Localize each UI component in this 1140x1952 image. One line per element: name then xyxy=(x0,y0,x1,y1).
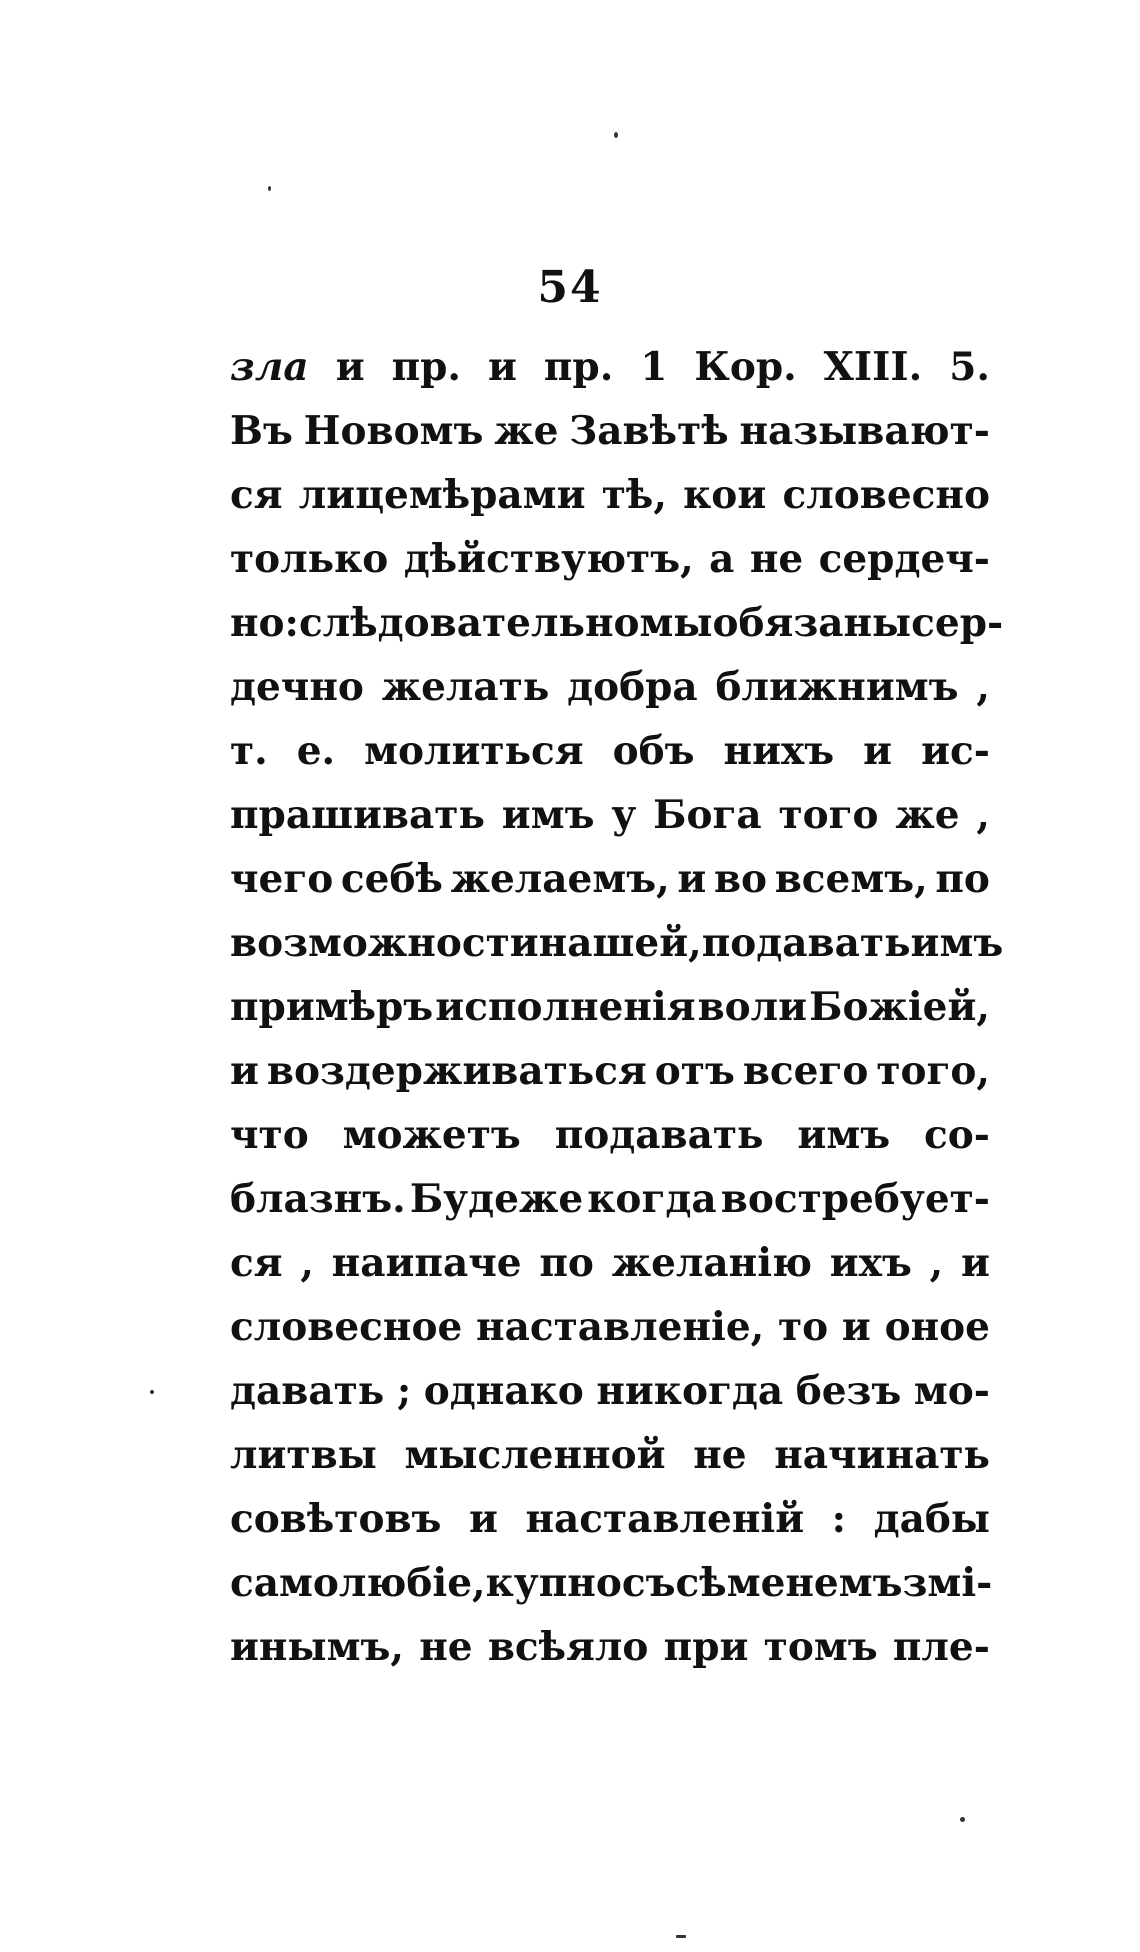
word: объ xyxy=(612,728,695,774)
word: 5. xyxy=(949,344,990,390)
word: можетъ xyxy=(342,1112,521,1158)
text-line xyxy=(230,1112,990,1176)
text-line xyxy=(230,408,990,472)
word: и xyxy=(487,344,517,390)
word: не xyxy=(419,1624,473,1670)
word: мо- xyxy=(913,1368,990,1414)
text-line xyxy=(230,728,990,792)
word: имъ xyxy=(910,920,1004,966)
word: Кор. xyxy=(694,344,797,390)
word: ; xyxy=(396,1368,412,1414)
word: и xyxy=(335,344,365,390)
word: называют- xyxy=(739,408,990,454)
word: , xyxy=(929,1240,944,1286)
word: безъ xyxy=(795,1368,902,1414)
word: Въ xyxy=(230,408,293,454)
text-line xyxy=(230,344,990,408)
word: того, xyxy=(876,1048,990,1094)
word: воли xyxy=(697,984,808,1030)
word: начинать xyxy=(774,1432,990,1478)
word: то xyxy=(777,1304,829,1350)
print-speck xyxy=(614,132,618,138)
word: инымъ, xyxy=(230,1624,404,1670)
text-line xyxy=(230,856,990,920)
word: обязаны xyxy=(712,600,912,646)
text-line xyxy=(230,536,990,600)
word: не xyxy=(693,1432,747,1478)
word: змі- xyxy=(902,1560,993,1606)
word: 1 xyxy=(640,344,668,390)
text-line xyxy=(230,1240,990,1304)
word: кои xyxy=(683,472,767,518)
text-line xyxy=(230,1048,990,1112)
word: словесное xyxy=(230,1304,463,1350)
word: наставленій xyxy=(525,1496,805,1542)
word: во xyxy=(713,856,768,902)
word: и xyxy=(230,1048,259,1094)
text-line xyxy=(230,1368,990,1432)
word: никогда xyxy=(596,1368,784,1414)
page-number: 54 xyxy=(537,262,603,313)
word: ся xyxy=(230,472,283,518)
word: , xyxy=(976,664,990,710)
word: по xyxy=(935,856,990,902)
word: прашивать xyxy=(230,792,485,838)
word: ближнимъ xyxy=(715,664,959,710)
word: наипаче xyxy=(331,1240,522,1286)
word: со- xyxy=(924,1112,990,1158)
word: дечно xyxy=(230,664,364,710)
word: исполненія xyxy=(435,984,696,1030)
word: , xyxy=(300,1240,314,1286)
word: себѣ xyxy=(340,856,443,902)
word: ис- xyxy=(921,728,990,774)
word: подавать xyxy=(554,1112,764,1158)
word: возможности xyxy=(230,920,539,966)
word: ся xyxy=(230,1240,283,1286)
word: воздерживаться xyxy=(266,1048,647,1094)
word: же xyxy=(895,792,960,838)
word: Будеже xyxy=(409,1176,584,1222)
body-text xyxy=(230,344,1004,1688)
word: давать xyxy=(230,1368,385,1414)
word: слѣдовательно xyxy=(298,600,640,646)
word: т. xyxy=(230,728,268,774)
word: желать xyxy=(381,664,550,710)
word: томъ xyxy=(763,1624,878,1670)
word: наставленіе, xyxy=(476,1304,765,1350)
word: зла xyxy=(230,344,309,390)
word: сер- xyxy=(911,600,1004,646)
word: востребует- xyxy=(720,1176,990,1222)
word: нашей, xyxy=(538,920,702,966)
text-line xyxy=(230,1624,990,1688)
text-line xyxy=(230,984,990,1048)
word: совѣтовъ xyxy=(230,1496,442,1542)
word: словесно xyxy=(782,472,990,518)
word: того xyxy=(778,792,879,838)
word: имъ xyxy=(501,792,595,838)
word: и xyxy=(863,728,893,774)
word: что xyxy=(230,1112,309,1158)
word: пр. xyxy=(543,344,614,390)
word: молиться xyxy=(364,728,584,774)
word: подавать xyxy=(701,920,911,966)
word: имъ xyxy=(797,1112,891,1158)
word: купно xyxy=(485,1560,622,1606)
word: однако xyxy=(423,1368,584,1414)
word: а xyxy=(709,536,735,582)
word: при xyxy=(663,1624,749,1670)
text-line xyxy=(230,920,1004,984)
word: и xyxy=(841,1304,871,1350)
word: Новомъ xyxy=(303,408,484,454)
word: Божіей, xyxy=(809,984,990,1030)
text-line xyxy=(230,1304,990,1368)
word: , xyxy=(976,792,990,838)
word: нихъ xyxy=(723,728,835,774)
word: и xyxy=(677,856,707,902)
print-speck xyxy=(676,1935,686,1938)
word: отъ xyxy=(654,1048,735,1094)
word: желанію xyxy=(611,1240,813,1286)
text-line xyxy=(230,1496,990,1560)
text-line xyxy=(230,1176,990,1240)
word: литвы xyxy=(230,1432,377,1478)
print-speck xyxy=(150,1390,154,1394)
text-line xyxy=(230,472,990,536)
text-line xyxy=(230,1432,990,1496)
word: желаемъ, xyxy=(450,856,670,902)
word: добра xyxy=(567,664,698,710)
word: когда xyxy=(587,1176,717,1222)
word: всего xyxy=(742,1048,869,1094)
word: чего xyxy=(230,856,334,902)
word: у xyxy=(611,792,637,838)
word: самолюбіе, xyxy=(230,1560,486,1606)
word: пр. xyxy=(391,344,461,390)
text-line xyxy=(230,664,990,728)
word: по xyxy=(539,1240,594,1286)
word: пле- xyxy=(892,1624,990,1670)
word: блазнъ. xyxy=(230,1176,406,1222)
word: и xyxy=(961,1240,990,1286)
word: всѣяло xyxy=(487,1624,649,1670)
word: мысленной xyxy=(404,1432,666,1478)
word: только xyxy=(230,536,389,582)
word: лицемѣрами xyxy=(298,472,586,518)
word: не xyxy=(749,536,804,582)
word: : xyxy=(831,1496,847,1542)
print-speck xyxy=(960,1817,965,1822)
word: сердеч- xyxy=(818,536,990,582)
word: дѣйствуютъ, xyxy=(403,536,694,582)
word: е. xyxy=(296,728,336,774)
print-speck xyxy=(268,186,271,191)
word: дабы xyxy=(873,1496,990,1542)
word: сѣменемъ xyxy=(675,1560,903,1606)
word: Завѣтѣ xyxy=(569,408,729,454)
word: ихъ xyxy=(829,1240,912,1286)
word: и xyxy=(469,1496,498,1542)
word: но: xyxy=(230,600,299,646)
text-line xyxy=(230,1560,993,1624)
word: оное xyxy=(884,1304,990,1350)
word: примѣръ xyxy=(230,984,434,1030)
word: всемъ, xyxy=(774,856,928,902)
text-line xyxy=(230,792,990,856)
word: же xyxy=(494,408,559,454)
word: XIII. xyxy=(823,344,923,390)
word: съ xyxy=(621,1560,676,1606)
word: Бога xyxy=(653,792,762,838)
word: мы xyxy=(639,600,713,646)
word: тѣ, xyxy=(601,472,667,518)
text-line xyxy=(230,600,1004,664)
